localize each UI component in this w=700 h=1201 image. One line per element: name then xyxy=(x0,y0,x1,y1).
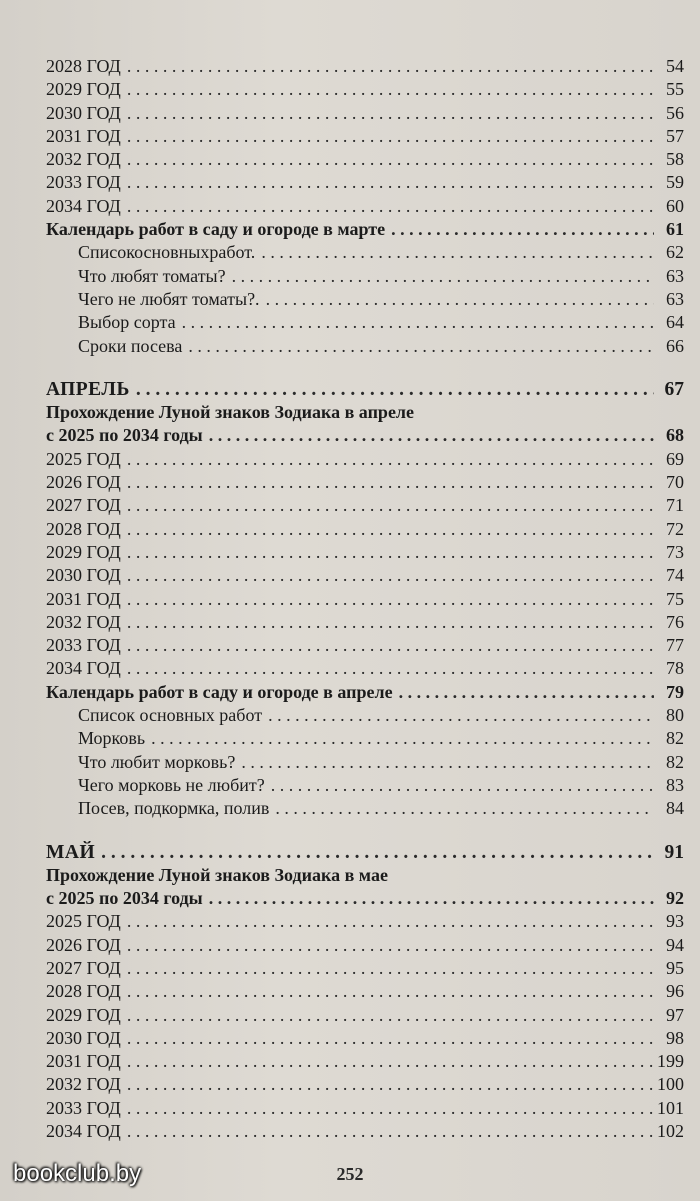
toc-row: 2030 ГОД . . . 98 xyxy=(46,1027,684,1050)
toc-row: 2033 ГОД . . . 101 xyxy=(46,1097,684,1120)
april-calendar-row: Календарь работ в саду и огороде в апреле . . . 79 xyxy=(46,681,684,704)
april-moon-heading: Прохождение Луной знаков Зодиака в апреле xyxy=(46,402,415,423)
toc-row: 2027 ГОД . . . 71 xyxy=(46,494,684,517)
toc-row: Выбор сорта . . . 64 xyxy=(46,311,684,334)
toc-row: 2029 ГОД . . . 73 xyxy=(46,541,684,564)
april-items-list xyxy=(46,704,684,820)
toc-row: 2028 ГОД . . . 96 xyxy=(46,980,684,1003)
toc-row: Посев, подкормка, полив . . . 84 xyxy=(46,797,684,820)
page-number: 252 xyxy=(336,1164,364,1184)
toc-row: Чего не любят томаты?. . . . 63 xyxy=(46,288,684,311)
march-years-list xyxy=(46,55,684,218)
toc-row: 2031 ГОД . . . 57 xyxy=(46,125,684,148)
toc-row: 2029 ГОД . . . 55 xyxy=(46,78,684,101)
section-april: АПРЕЛЬ . . . 67 xyxy=(46,378,684,401)
toc-row: 2025 ГОД . . . 93 xyxy=(46,910,684,933)
toc-row: 2033 ГОД . . . 77 xyxy=(46,634,684,657)
may-moon-subheading: с 2025 по 2034 годы . . . 92 xyxy=(46,887,684,910)
site-watermark: bookclub.by xyxy=(13,1160,142,1187)
toc-row: Сроки посева . . . 66 xyxy=(46,335,684,358)
toc-row: 2030 ГОД . . . 56 xyxy=(46,102,684,125)
may-years-list xyxy=(46,910,684,1143)
toc-row: 2032 ГОД . . . 58 xyxy=(46,148,684,171)
toc-row: Что любят томаты? . . . 63 xyxy=(46,265,684,288)
toc-row: 2034 ГОД . . . 78 xyxy=(46,657,684,680)
toc-row: 2031 ГОД . . . 199 xyxy=(46,1050,684,1073)
toc-row: 2034 ГОД . . . 60 xyxy=(46,195,684,218)
toc-row: 2028 ГОД . . . 72 xyxy=(46,518,684,541)
toc-row: 2029 ГОД . . . 97 xyxy=(46,1004,684,1027)
toc-row: 2032 ГОД . . . 100 xyxy=(46,1073,684,1096)
toc-row: 2025 ГОД . . . 69 xyxy=(46,448,684,471)
toc-row: Морковь . . . 82 xyxy=(46,727,684,750)
toc-row: Списокосновныхработ. . . . 62 xyxy=(46,241,684,264)
toc-row: Чего морковь не любит? . . . 83 xyxy=(46,774,684,797)
toc-row: 2030 ГОД . . . 74 xyxy=(46,564,684,587)
toc-row: 2034 ГОД . . . 102 xyxy=(46,1120,684,1143)
march-calendar-row: Календарь работ в саду и огороде в марте . . . 61 xyxy=(46,218,684,241)
april-moon-subheading: с 2025 по 2034 годы . . . 68 xyxy=(46,424,684,447)
march-items-list xyxy=(46,241,684,357)
toc-row: 2026 ГОД . . . 94 xyxy=(46,934,684,957)
toc-row: 2028 ГОД . . . 54 xyxy=(46,55,684,78)
toc-row: Список основных работ . . . 80 xyxy=(46,704,684,727)
toc-row: Что любит морковь? . . . 82 xyxy=(46,751,684,774)
toc-row: 2026 ГОД . . . 70 xyxy=(46,471,684,494)
toc-row: 2027 ГОД . . . 95 xyxy=(46,957,684,980)
toc-row: 2033 ГОД . . . 59 xyxy=(46,171,684,194)
section-may: МАЙ . . . 91 xyxy=(46,841,684,864)
toc-row: 2031 ГОД . . . 75 xyxy=(46,588,684,611)
toc-row: 2032 ГОД . . . 76 xyxy=(46,611,684,634)
april-years-list xyxy=(46,448,684,681)
may-moon-heading: Прохождение Луной знаков Зодиака в мае xyxy=(46,864,388,885)
table-of-contents xyxy=(46,55,684,1143)
